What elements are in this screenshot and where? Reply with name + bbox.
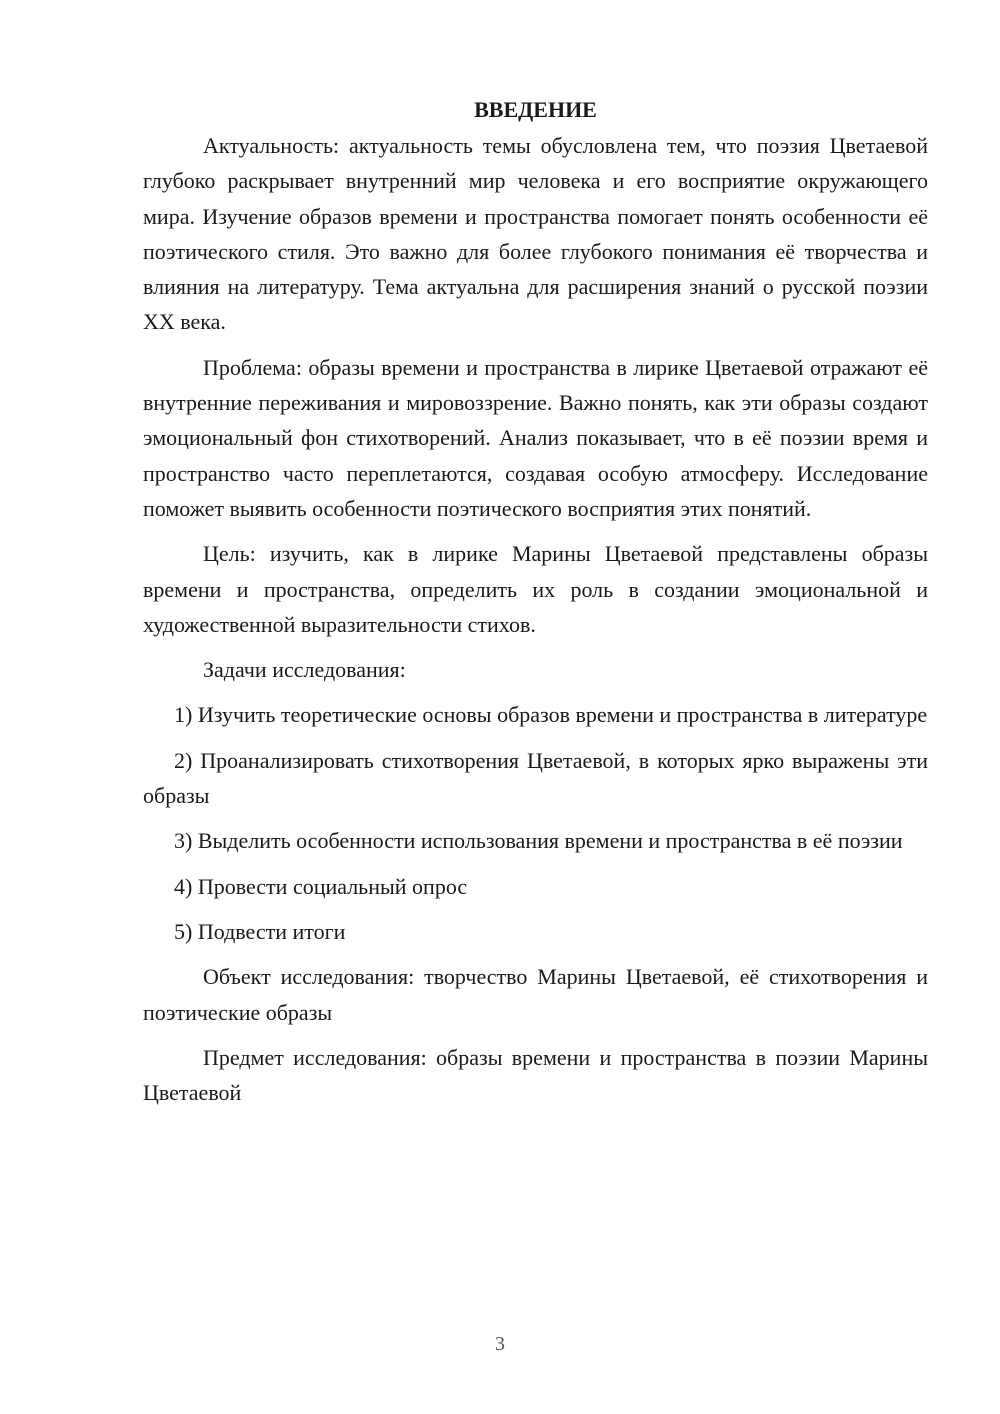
problem-paragraph: Проблема: образы времени и пространства в лирике Цветаевой отражают её внутренние переживания и мировоззрение. Важно понять, как эти образы создают эмоциональный фон стихотворений. Анализ показывает, что в её поэзии время и пространство часто переплетаются, создавая особую атмосферу. Исследование поможет выявить особенности поэтического восприятия этих понятий. — [143, 354, 928, 521]
section-heading: ВВЕДЕНИЕ — [474, 97, 597, 122]
goal-paragraph: Цель: изучить, как в лирике Марины Цветаевой представлены образы времени и пространства, определить их роль в создании эмоциональной и художественной выразительности стихов. — [143, 541, 928, 637]
task-item-4: 4) Провести социальный опрос — [174, 873, 468, 899]
subject-paragraph: Предмет исследования: образы времени и пространства в поэзии Марины Цветаевой — [143, 1044, 928, 1106]
task-item-2: 2) Проанализировать стихотворения Цветаевой, в которых ярко выражены эти образы — [143, 747, 928, 809]
tasks-heading: Задачи исследования: — [203, 657, 406, 683]
task-item-3: 3) Выделить особенности использования времени и пространства в её поэзии — [174, 828, 903, 854]
tasks-list — [143, 697, 928, 949]
relevance-paragraph: Актуальность: актуальность темы обусловлена тем, что поэзия Цветаевой глубоко раскрывает внутренний мир человека и его восприятие окружающего мира. Изучение образов времени и пространства помогает понять особенности её поэтического стиля. Это важно для более глубокого понимания её творчества и влияния на литературу. Тема актуальна для расширения знаний о русской поэзии XX века. — [143, 133, 928, 335]
task-item-5: 5) Подвести итоги — [174, 918, 346, 944]
task-item-1: 1) Изучить теоретические основы образов времени и пространства в литературе — [174, 702, 928, 728]
object-paragraph: Объект исследования: творчество Марины Цветаевой, её стихотворения и поэтические образы — [143, 964, 928, 1025]
page-number: 3 — [495, 1333, 505, 1355]
document-page — [143, 92, 928, 1110]
